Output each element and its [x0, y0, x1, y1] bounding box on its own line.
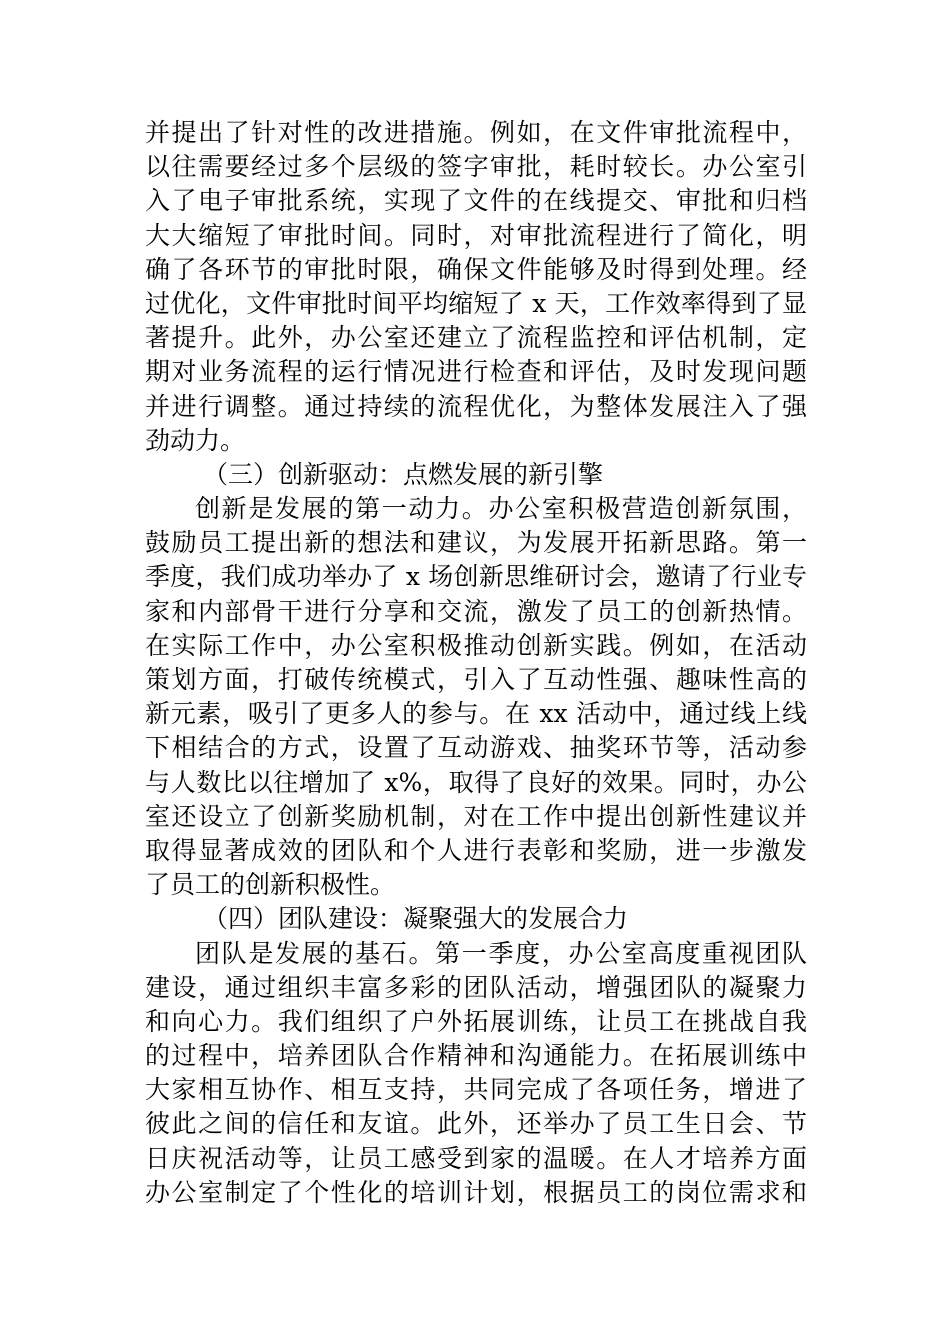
text-line: 以往需要经过多个层级的签字审批，耗时较长。办公室引 [145, 152, 807, 182]
text-line: 确了各环节的审批时限，确保文件能够及时得到处理。经 [145, 254, 807, 284]
text-line: 期对业务流程的运行情况进行检查和评估，及时发现问题 [145, 357, 807, 387]
text-line: 季度，我们成功举办了 x 场创新思维研讨会，邀请了行业专 [145, 562, 807, 592]
paragraph-innovation [145, 492, 807, 902]
text-line: 入了电子审批系统，实现了文件的在线提交、审批和归档 [145, 186, 807, 216]
text-line: 大家相互协作、相互支持，共同完成了各项任务，增进了 [145, 1075, 807, 1105]
text-line: 建设，通过组织丰富多彩的团队活动，增强团队的凝聚力 [145, 972, 807, 1002]
text-line: 彼此之间的信任和友谊。此外，还举办了员工生日会、节 [145, 1109, 807, 1139]
text-line: 大大缩短了审批时间。同时，对审批流程进行了简化，明 [145, 220, 807, 250]
section-heading-team-building: （四）团队建设：凝聚强大的发展合力 [203, 904, 629, 934]
text-line: 下相结合的方式，设置了互动游戏、抽奖环节等，活动参 [145, 733, 807, 763]
text-line: 取得显著成效的团队和个人进行表彰和奖励，进一步激发 [145, 835, 807, 865]
paragraph-process-optimization [145, 116, 807, 458]
text-line: 团队是发展的基石。第一季度，办公室高度重视团队 [195, 938, 807, 968]
text-line: 日庆祝活动等，让员工感受到家的温暖。在人才培养方面 [145, 1143, 807, 1173]
text-line: 鼓励员工提出新的想法和建议，为发展开拓新思路。第一 [145, 528, 807, 558]
document-body [145, 116, 807, 1210]
text-line: 过优化，文件审批时间平均缩短了 x 天，工作效率得到了显 [145, 288, 807, 318]
text-line: 室还设立了创新奖励机制，对在工作中提出创新性建议并 [145, 801, 807, 831]
text-line: 办公室制定了个性化的培训计划，根据员工的岗位需求和 [145, 1177, 807, 1207]
text-line: 并提出了针对性的改进措施。例如，在文件审批流程中， [145, 118, 807, 147]
text-line: 了员工的创新积极性。 [145, 870, 396, 900]
text-line: 与人数比以往增加了 x%，取得了良好的效果。同时，办公 [145, 767, 807, 797]
section-heading-innovation: （三）创新驱动：点燃发展的新引擎 [203, 459, 604, 489]
text-line: 策划方面，打破传统模式，引入了互动性强、趣味性高的 [145, 665, 807, 694]
text-line: 的过程中，培养团队合作精神和沟通能力。在拓展训练中 [145, 1041, 807, 1071]
text-line: 家和内部骨干进行分享和交流，激发了员工的创新热情。 [145, 596, 807, 626]
text-line: 并进行调整。通过持续的流程优化，为整体发展注入了强 [145, 391, 807, 421]
text-line: 在实际工作中，办公室积极推动创新实践。例如，在活动 [145, 630, 807, 660]
text-line: 和向心力。我们组织了户外拓展训练，让员工在挑战自我 [145, 1006, 807, 1036]
text-line: 新元素，吸引了更多人的参与。在 xx 活动中，通过线上线 [145, 699, 807, 729]
text-line: 劲动力。 [145, 425, 246, 455]
text-line: 创新是发展的第一动力。办公室积极营造创新氛围， [195, 494, 807, 524]
paragraph-team-building [145, 937, 807, 1211]
text-line: 著提升。此外，办公室还建立了流程监控和评估机制，定 [145, 323, 807, 353]
